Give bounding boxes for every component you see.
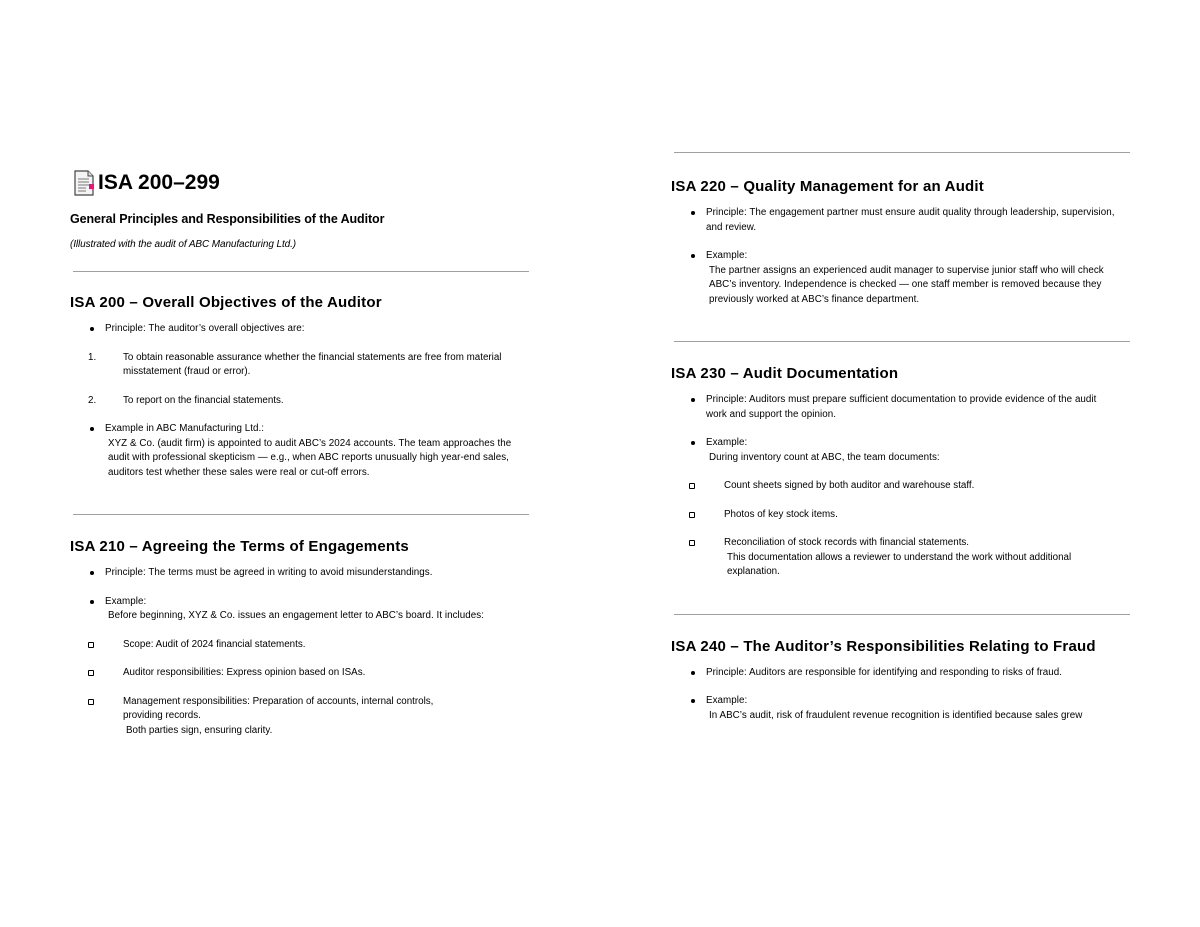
example-label: Example in ABC Manufacturing Ltd.:	[105, 423, 265, 434]
divider	[674, 152, 1130, 153]
divider	[674, 341, 1130, 342]
example-label: Example:	[105, 595, 147, 607]
list-item	[70, 394, 530, 409]
list-item	[671, 666, 1131, 681]
left-column	[70, 168, 530, 738]
sub-item-text: Photos of key stock items.	[724, 508, 838, 520]
list-item	[70, 695, 530, 739]
section-isa-220	[671, 176, 1131, 307]
right-column	[671, 152, 1131, 723]
page-title	[70, 168, 530, 198]
list-item	[671, 536, 1131, 580]
list-item	[671, 508, 1131, 523]
list-item	[671, 694, 1131, 723]
section-heading: ISA 220 – Quality Management for an Audit	[671, 178, 984, 195]
objective-text: To obtain reasonable assurance whether the financial statements are free from material misstatement (fraud or error).	[123, 351, 502, 377]
example-label: Example:	[706, 437, 748, 448]
section-heading: ISA 230 – Audit Documentation	[671, 365, 899, 382]
illustration-note: (Illustrated with the audit of ABC Manufacturing Ltd.)	[70, 239, 297, 250]
example-text: XYZ & Co. (audit firm) is appointed to audit ABC’s 2024 accounts. The team approaches the audit with professional skepticism — e.g., when ABC reports unusually high year-end sales, auditors test whether these sales were real or cut-off errors.	[108, 437, 512, 478]
list-item	[70, 322, 530, 337]
section-heading: ISA 200 – Overall Objectives of the Auditor	[70, 294, 382, 311]
example-label: Example:	[706, 250, 748, 261]
section-isa-200	[70, 292, 530, 480]
list-item	[671, 249, 1131, 307]
list-item	[70, 638, 530, 653]
example-text: During inventory count at ABC, the team documents:	[709, 451, 940, 463]
sub-list	[671, 479, 1131, 580]
section-isa-210	[70, 536, 530, 738]
principle-text: Principle: The auditor’s overall objectives are:	[105, 323, 305, 334]
section-isa-230	[671, 363, 1131, 580]
list-item	[70, 422, 530, 480]
divider	[73, 514, 529, 515]
example-text: In ABC’s audit, risk of fraudulent revenue recognition is identified because sales grew	[709, 709, 1083, 721]
document-icon	[72, 170, 96, 196]
bullet-list	[671, 666, 1131, 724]
objective-text: To report on the financial statements.	[123, 394, 284, 406]
list-item	[671, 206, 1131, 235]
divider	[674, 614, 1130, 615]
bullet-list	[671, 393, 1131, 465]
bullet-list	[671, 206, 1131, 307]
list-number: 1.	[88, 351, 97, 363]
closing-text: Both parties sign, ensuring clarity.	[126, 724, 273, 736]
sub-item-text: Scope: Audit of 2024 financial statements.	[123, 638, 306, 650]
list-item	[70, 666, 530, 681]
example-text: Before beginning, XYZ & Co. issues an engagement letter to ABC’s board. It includes:	[108, 610, 484, 621]
divider	[73, 271, 529, 272]
subtitle: General Principles and Responsibilities of the Auditor	[70, 212, 385, 226]
sub-item-text: Count sheets signed by both auditor and warehouse staff.	[724, 480, 975, 491]
sub-list	[70, 638, 530, 739]
list-item	[671, 436, 1131, 465]
section-heading: ISA 210 – Agreeing the Terms of Engagements	[70, 538, 409, 555]
list-item	[70, 351, 530, 380]
example-label: Example:	[706, 695, 748, 706]
list-item	[70, 595, 530, 624]
sub-item-text: Auditor responsibilities: Express opinion based on ISAs.	[123, 667, 366, 678]
bullet-list	[70, 322, 530, 337]
list-item	[671, 393, 1131, 422]
section-isa-240	[671, 636, 1131, 724]
principle-text: Principle: The engagement partner must ensure audit quality through leadership, supervision, and review.	[706, 207, 1115, 233]
section-heading: ISA 240 – The Auditor’s Responsibilities Relating to Fraud	[671, 637, 1096, 655]
principle-text: Principle: Auditors are responsible for identifying and responding to risks of fraud.	[706, 666, 1063, 678]
bullet-list	[70, 566, 530, 624]
principle-text: Principle: Auditors must prepare sufficient documentation to provide evidence of the audit work and support the opinion.	[706, 394, 1097, 420]
objectives-list	[70, 351, 530, 409]
sub-item-text: Reconciliation of stock records with financial statements.	[724, 537, 970, 548]
title-text: ISA 200–299	[98, 171, 220, 194]
bullet-list	[70, 422, 530, 480]
list-number: 2.	[88, 394, 97, 406]
list-item	[671, 479, 1131, 494]
principle-text: Principle: The terms must be agreed in writing to avoid misunderstandings.	[105, 567, 433, 578]
closing-text: This documentation allows a reviewer to understand the work without additional explanation.	[727, 551, 1072, 577]
sub-item-text: Management responsibilities: Preparation of accounts, internal controls, providing records.	[123, 695, 434, 721]
example-text: The partner assigns an experienced audit manager to supervise junior staff who will check ABC’s inventory. Independence is checked — one staff member is removed because they previously worked at ABC’s finance department.	[709, 264, 1104, 305]
list-item	[70, 566, 530, 581]
